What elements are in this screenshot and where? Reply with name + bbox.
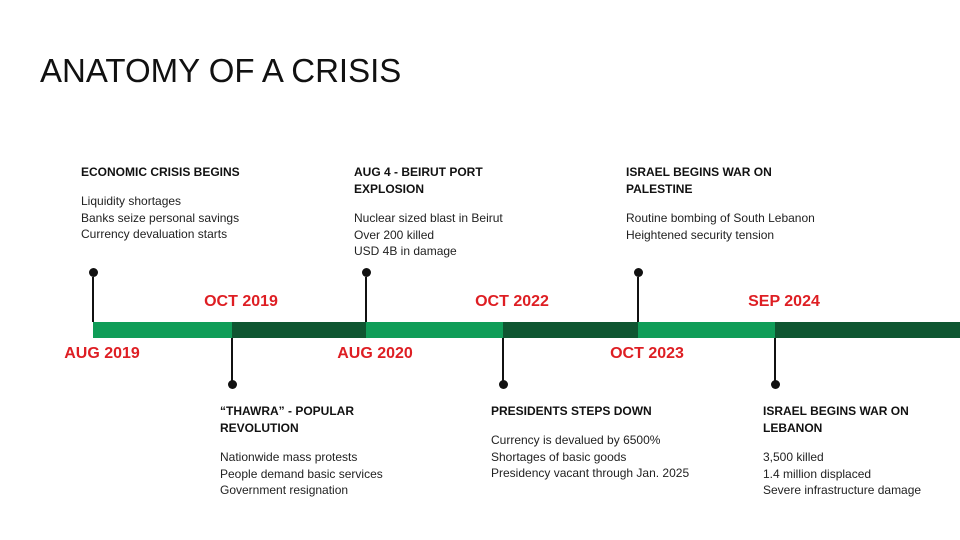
timeline-segment [366,322,503,338]
event-description [763,403,933,499]
event-detail: People demand basic services [220,466,383,481]
event-dot [771,380,780,389]
event-title: ISRAEL BEGINS WAR ON PALESTINE [626,165,772,196]
event-title: ISRAEL BEGINS WAR ON LEBANON [763,404,909,435]
event-detail: Currency devaluation starts [81,227,228,241]
event-detail: Nationwide mass protests [220,450,358,464]
event-detail: Banks seize personal savings [81,210,240,225]
event-dot [499,380,508,389]
timeline-segment [775,322,960,338]
event-date: OCT 2022 [475,293,549,310]
event-detail: Liquidity shortages [81,194,182,208]
event-stem [365,277,367,322]
event-date: OCT 2019 [204,293,278,310]
event-description [81,164,240,243]
timeline-segment [93,322,232,338]
event-date: SEP 2024 [748,293,820,310]
event-detail: 1.4 million displaced [763,466,872,481]
event-dot [228,380,237,389]
event-title: ECONOMIC CRISIS BEGINS [81,165,240,179]
event-date: AUG 2020 [337,345,413,362]
event-title: PRESIDENTS STEPS DOWN [491,404,652,418]
page-title: ANATOMY OF A CRISIS [40,52,402,89]
timeline-segment [503,322,638,338]
event-detail: Presidency vacant through Jan. 2025 [491,466,690,480]
event-date: AUG 2019 [64,345,140,362]
event-detail: 3,500 killed [763,450,824,464]
event-dot [634,268,643,277]
event-detail: Currency is devalued by 6500% [491,433,661,447]
event-detail: Severe infrastructure damage [763,483,922,497]
event-description [491,403,689,482]
event-detail: Over 200 killed [354,227,435,242]
event-detail: Routine bombing of South Lebanon [626,211,815,225]
event-stem [231,338,233,381]
event-description [354,164,524,260]
event-detail: Nuclear sized blast in Beirut [354,211,503,225]
event-detail: USD 4B in damage [354,244,457,258]
event-stem [637,277,639,322]
event-stem [92,277,94,322]
event-description [626,164,815,243]
event-detail: Government resignation [220,483,349,497]
event-description [220,403,390,499]
event-title: “THAWRA” - POPULAR REVOLUTION [220,404,354,435]
event-date: OCT 2023 [610,345,684,362]
event-detail: Heightened security tension [626,227,775,242]
timeline-segment [638,322,775,338]
event-dot [362,268,371,277]
event-title: AUG 4 - BEIRUT PORT EXPLOSION [354,165,483,196]
timeline-segment [232,322,366,338]
event-dot [89,268,98,277]
event-detail: Shortages of basic goods [491,449,627,464]
event-stem [774,338,776,381]
event-stem [502,338,504,381]
